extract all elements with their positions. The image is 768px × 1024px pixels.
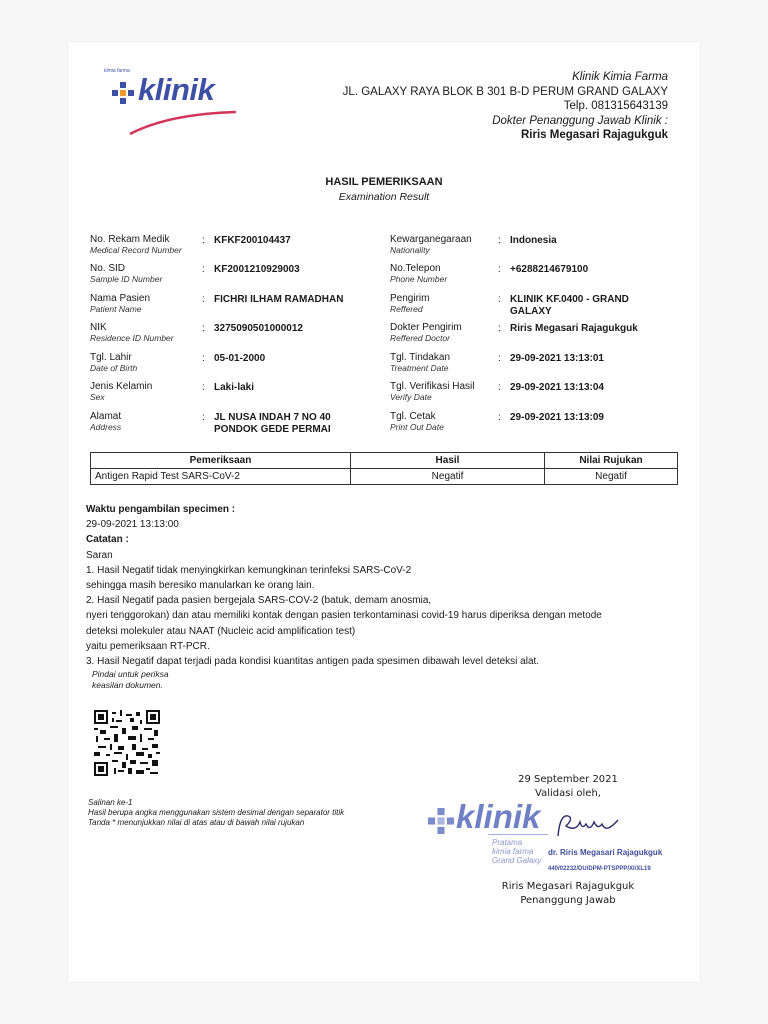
field-address: Alamat Address	[90, 411, 122, 432]
page-subtitle: Examination Result	[338, 191, 430, 203]
colon: :	[498, 412, 501, 423]
referrer-value: KLINIK KF.0400 - GRAND GALAXY	[510, 294, 629, 317]
colon: :	[202, 235, 205, 246]
signer-role: Penanggung Jawab	[520, 895, 616, 906]
table-row	[91, 469, 678, 485]
stamp-subtext: Pratama kimia farma Grand Galaxy	[492, 838, 542, 865]
note-line: Saran	[86, 549, 113, 561]
address-value: JL NUSA INDAH 7 NO 40 PONDOK GEDE PERMAI	[214, 412, 331, 435]
sex-value: Laki-laki	[214, 382, 255, 393]
kimia-farma-logo-text: kimia farma	[104, 68, 130, 74]
specimen-label: Waktu pengambilan specimen :	[86, 504, 236, 515]
treatment-date-value: 29-09-2021 13:13:01	[510, 353, 604, 364]
page-title: HASIL PEMERIKSAAN	[325, 176, 443, 188]
document-page	[68, 42, 700, 982]
dob-value: 05-01-2000	[214, 353, 266, 364]
patient-name-value: FICHRI ILHAM RAMADHAN	[214, 294, 344, 305]
nik-value: 3275090501000012	[214, 323, 303, 334]
clinic-address: JL. GALAXY RAYA BLOK B 301 B-D PERUM GRAND GALAXY	[342, 85, 668, 98]
validated-by-label: Validasi oleh,	[535, 787, 601, 799]
signer-block	[488, 880, 648, 908]
colon: :	[202, 323, 205, 334]
medical-record-value: KFKF200104437	[214, 235, 291, 246]
validation-block	[488, 773, 648, 800]
print-date-value: 29-09-2021 13:13:09	[510, 412, 604, 423]
clinic-phone: Telp. 081315643139	[563, 100, 668, 112]
field-phone: No.Telepon Phone Number	[390, 263, 448, 284]
verify-date-value: 29-09-2021 13:13:04	[510, 382, 604, 393]
logo-swoosh	[128, 108, 238, 138]
test-name-cell: Antigen Rapid Test SARS-CoV-2	[91, 469, 351, 485]
colon: :	[498, 294, 501, 305]
field-treatment-date: Tgl. Tindakan Treatment Date	[390, 352, 451, 373]
phone-value: +6288214679100	[510, 264, 589, 275]
note-line: 3. Hasil Negatif dapat terjadi pada kondisi kuantitas antigen pada spesimen dibawah level deteksi alat.	[86, 656, 540, 668]
catatan-label: Catatan :	[86, 534, 129, 546]
field-referrer: Pengirim Reffered	[390, 293, 430, 314]
sample-id-value: KF2001210929003	[214, 264, 300, 275]
field-sex: Jenis Kelamin Sex	[90, 381, 153, 402]
field-dob: Tgl. Lahir Date of Birth	[90, 352, 138, 373]
column-header: Pemeriksaan	[91, 453, 351, 469]
referring-doctor-value: Riris Megasari Rajagukguk	[510, 323, 638, 334]
field-nik: NIK Residence ID Number	[90, 322, 174, 343]
note-line: deteksi molekuler atau NAAT (Nucleic acid amplification test)	[86, 625, 356, 637]
field-patient-name: Nama Pasien Patient Name	[90, 293, 151, 314]
field-print-date: Tgl. Cetak Print Out Date	[390, 411, 444, 432]
result-cell: Negatif	[351, 469, 545, 485]
reference-cell: Negatif	[545, 469, 678, 485]
specimen-time: 29-09-2021 13:13:00	[86, 519, 179, 531]
field-verify-date: Tgl. Verifikasi Hasil Verify Date	[390, 381, 475, 402]
stamp-doctor-name: dr. Riris Megasari Rajagukguk	[548, 848, 663, 857]
field-referring-doctor: Dokter Pengirim Reffered Doctor	[390, 322, 462, 343]
doctor-label: Dokter Penanggung Jawab Klinik :	[492, 114, 668, 127]
stamp-divider	[488, 834, 548, 835]
colon: :	[498, 353, 501, 364]
klinik-cross-icon	[112, 82, 134, 104]
field-nationality: Kewarganegaraan Nationality	[390, 234, 472, 255]
colon: :	[202, 382, 205, 393]
colon: :	[202, 294, 205, 305]
colon: :	[498, 323, 501, 334]
stamp-license-code: 440/02232/DU/DPM-PTSPPP/XI/XL19	[548, 866, 651, 872]
handwritten-signature	[554, 808, 624, 842]
colon: :	[202, 412, 205, 423]
results-table	[90, 452, 678, 485]
footer-notes: Salinan ke-1 Hasil berupa angka menggunakan sistem desimal dengan separator titik Tanda * menunjukkan nilai di atas atau di bawah nilai rujukan	[88, 798, 345, 827]
colon: :	[498, 264, 501, 275]
note-line: 1. Hasil Negatif tidak menyingkirkan kemungkinan terinfeksi SARS-CoV-2	[86, 564, 412, 576]
scan-note: Pindai untuk periksa keasilan dokumen.	[92, 669, 169, 690]
note-line: sehingga masih beresiko manularkan ke orang lain.	[86, 580, 315, 592]
column-header: Hasil	[351, 453, 545, 469]
note-line: 2. Hasil Negatif pada pasien bergejala SARS-COV-2 (batuk, demam anosmia,	[86, 595, 432, 607]
note-line: nyeri tenggorokan) dan atau memiliki kontak dengan pasien terkontaminasi covid-19 harus diperiksa dengan metode	[86, 610, 602, 622]
field-medical-record: No. Rekam Medik Medical Record Number	[90, 234, 182, 255]
column-header: Nilai Rujukan	[545, 453, 678, 469]
colon: :	[498, 235, 501, 246]
colon: :	[202, 353, 205, 364]
klinik-logo-word: klinik	[138, 72, 215, 107]
doctor-name: Riris Megasari Rajagukguk	[521, 129, 668, 141]
signer-name: Riris Megasari Rajagukguk	[501, 881, 635, 892]
colon: :	[202, 264, 205, 275]
table-header-row	[91, 453, 678, 469]
validation-date: 29 September 2021	[518, 774, 618, 785]
colon: :	[498, 382, 501, 393]
header-block	[343, 70, 668, 143]
notes-block	[86, 502, 686, 669]
clinic-name: Klinik Kimia Farma	[572, 71, 668, 83]
field-sample-id: No. SID Sample ID Number	[90, 263, 163, 284]
nationality-value: Indonesia	[510, 235, 557, 246]
qr-code[interactable]	[94, 710, 160, 776]
stamp-klinik-word: klinik	[456, 798, 541, 835]
stamp-cross-icon	[428, 808, 454, 834]
note-line: yaitu pemeriksaan RT-PCR.	[86, 640, 210, 652]
